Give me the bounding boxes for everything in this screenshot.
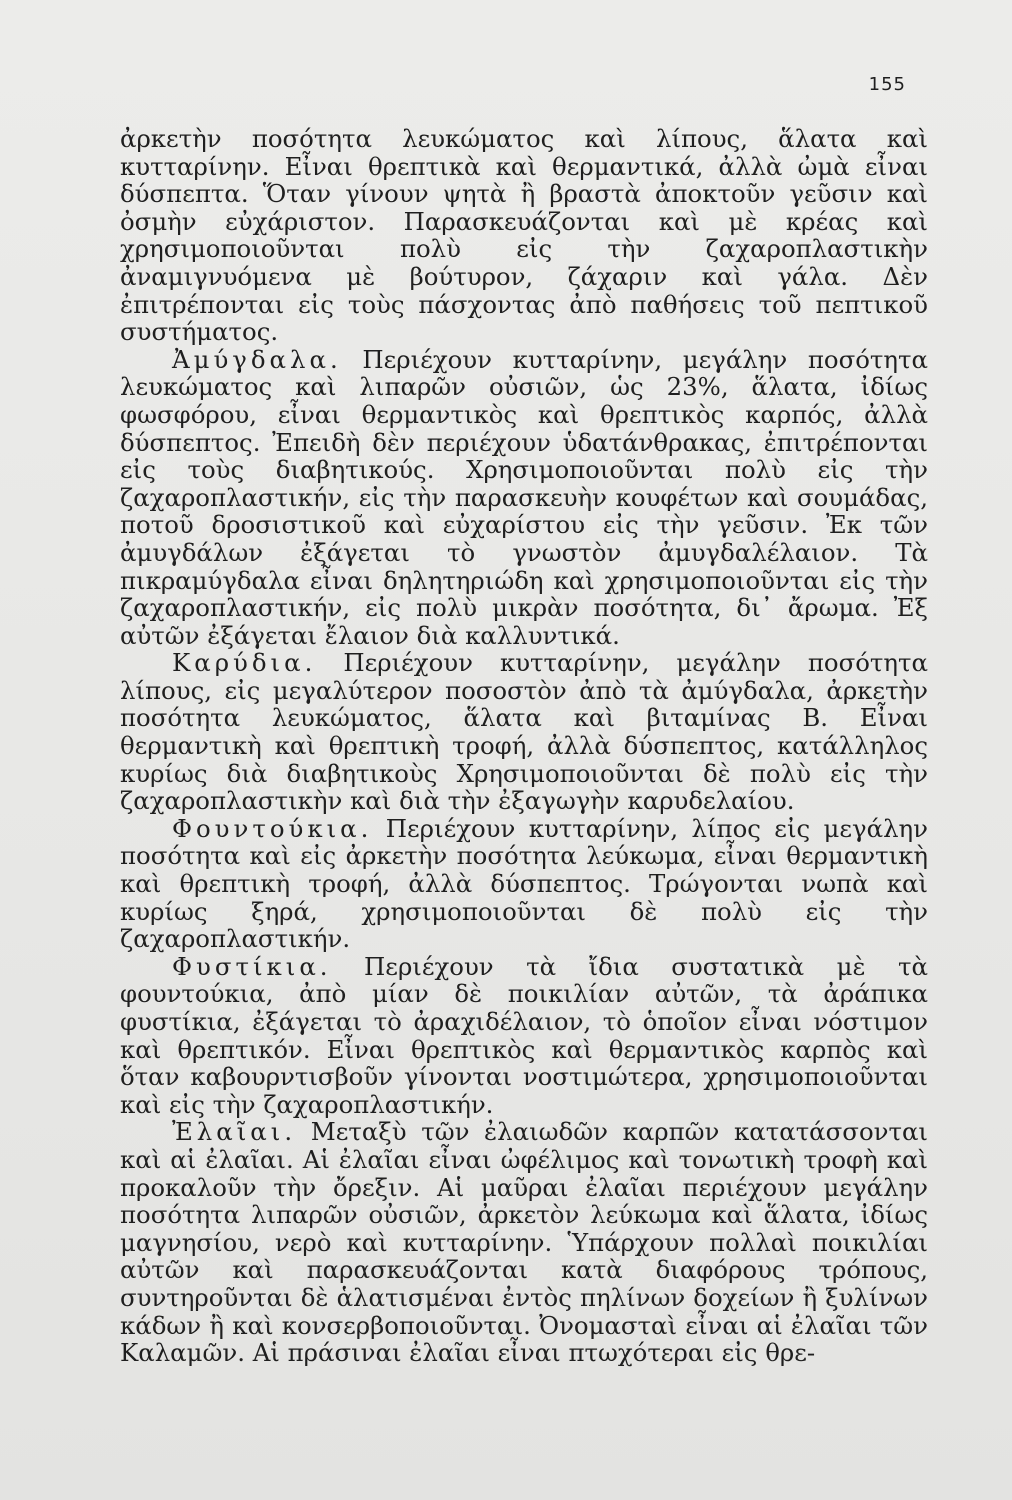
paragraph-hazelnuts <box>120 815 928 953</box>
paragraph-pistachios <box>120 953 928 1119</box>
paragraph-text: Μεταξὺ τῶν ἐλαιωδῶν καρπῶν κατατάσσονται καὶ αἱ ἐλαῖαι. Αἱ ἐλαῖαι εἶναι ὠφέλιμος καὶ τονωτικὴ τροφὴ καὶ προκαλοῦν τὴν ὄρεξιν. Αἱ μαῦραι ἐλαῖαι περιέχουν μεγάλην ποσότητα λιπαρῶν οὐσιῶν, ἀρκετὸν λεύκωμα καὶ ἅλατα, ἰδίως μαγνησίου, νερὸ καὶ κυτταρίνην. Ὑπάρχουν πολλαὶ ποικιλίαι αὐτῶν καὶ παρασκευάζονται κατὰ διαφόρους τρόπους, συντηροῦνται δὲ ἁλατισμέναι ἐντὸς πηλίνων δοχείων ἢ ξυλίνων κάδων ἢ καὶ κονσερβοποιοῦνται. Ὀνομασταὶ εἶναι αἱ ἐλαῖαι τῶν Καλαμῶν. Αἱ πράσιναι ἐλαῖαι εἶναι πτωχότεραι εἰς θρε- <box>120 1117 928 1368</box>
paragraph-text: ἀρκετὴν ποσότητα λευκώματος καὶ λίπους, ἅλατα καὶ κυτταρίνην. Εἶναι θρεπτικὰ καὶ θερμαντικά, ἀλλὰ ὠμὰ εἶναι δύσπεπτα. Ὅταν γίνουν ψητὰ ἢ βραστὰ ἀποκτοῦν γεῦσιν καὶ ὀσμὴν εὐχάριστον. Παρασκευάζονται καὶ μὲ κρέας καὶ χρησιμοποιοῦνται πολὺ εἰς τὴν ζαχαροπλαστικὴν ἀναμιγνυόμενα μὲ βούτυρον, ζάχαριν καὶ γάλα. Δὲν ἐπιτρέπονται εἰς τοὺς πάσχοντας ἀπὸ παθήσεις τοῦ πεπτικοῦ συστήματος. <box>120 124 928 347</box>
section-heading-almonds: Ἀμύγδαλα. <box>172 344 342 374</box>
section-heading-pistachios: Φυστίκια. <box>172 951 332 981</box>
paragraph-almonds <box>120 346 928 650</box>
paragraph-text: Περιέχουν τὰ ἴδια συστατικὰ μὲ τὰ φουντούκια, ἀπὸ μίαν δὲ ποικιλίαν αὐτῶν, τὰ ἀράπικα φυστίκια, ἐξάγεται τὸ ἀραχιδέλαιον, τὸ ὁποῖον εἶναι νόστιμον καὶ θρεπτικόν. Εἶναι θρεπτικὸς καὶ θερμαντικὸς καρπὸς καὶ ὅταν καβουρντισβοῦν γίνονται νοστιμώτερα, χρησιμοποιοῦνται καὶ εἰς τὴν ζαχαροπλαστικήν. <box>120 951 928 1119</box>
section-heading-walnuts: Καρύδια. <box>172 648 317 678</box>
paragraph-walnuts <box>120 649 928 815</box>
paragraph-olives <box>120 1118 928 1366</box>
section-heading-olives: Ἐλαῖαι. <box>172 1117 297 1147</box>
paragraph-text: Περιέχουν κυτταρίνην, μεγάλην ποσότητα λίπους, εἰς μεγαλύτερον ποσοστὸν ἀπὸ τὰ ἀμύγδαλα, ἀρκετὴν ποσότητα λευκώματος, ἅλατα καὶ βιταμίνας Β. Εἶναι θερμαντικὴ καὶ θρεπτικὴ τροφή, ἀλλὰ δύσπεπτος, κατάλληλος κυρίως διὰ διαβητικοὺς Χρησιμοποιοῦνται δὲ πολὺ εἰς τὴν ζαχαροπλαστικὴν καὶ διὰ τὴν ἐξαγωγὴν καρυδελαίου. <box>120 648 928 816</box>
paragraph-text: Περιέχουν κυτταρίνην, λίπος εἰς μεγάλην ποσότητα καὶ εἰς ἀρκετὴν ποσότητα λεύκωμα, εἶναι θερμαντικὴ καὶ θρεπτικὴ τροφή, ἀλλὰ δύσπεπτος. Τρώγονται νωπὰ καὶ κυρίως ξηρά, χρησιμοποιοῦνται δὲ πολὺ εἰς τὴν ζαχαροπλαστικήν. <box>120 813 928 954</box>
body-text <box>120 125 928 1367</box>
section-heading-hazelnuts: Φουντούκια. <box>172 813 373 843</box>
paragraph-continuation <box>120 125 928 346</box>
page-number: 155 <box>868 74 906 95</box>
paragraph-text: Περιέχουν κυτταρίνην, μεγάλην ποσότητα λευκώματος καὶ λιπαρῶν οὐσιῶν, ὡς 23%, ἅλατα, ἰδίως φωσφόρου, εἶναι θερμαντικὸς καὶ θρεπτικὸς καρπός, ἀλλὰ δύσπεπτος. Ἐπειδὴ δὲν περιέχουν ὑδατάνθρακας, ἐπιτρέπονται εἰς τοὺς διαβητικούς. Χρησιμοποιοῦνται πολὺ εἰς τὴν ζαχαροπλαστικήν, εἰς τὴν παρασκευὴν κουφέτων καὶ σουμάδας, ποτοῦ δροσιστικοῦ καὶ εὐχαρίστου εἰς τὴν γεῦσιν. Ἐκ τῶν ἀμυγδάλων ἐξάγεται τὸ γνωστὸν ἀμυγδαλέλαιον. Τὰ πικραμύγδαλα εἶναι δηλητηριώδη καὶ χρησιμοποιοῦνται εἰς τὴν ζαχαροπλαστικήν, εἰς πολὺ μικρὰν ποσότητα, δι᾽ ἄρωμα. Ἐξ αὐτῶν ἐξάγεται ἔλαιον διὰ καλλυντικά. <box>120 344 928 650</box>
